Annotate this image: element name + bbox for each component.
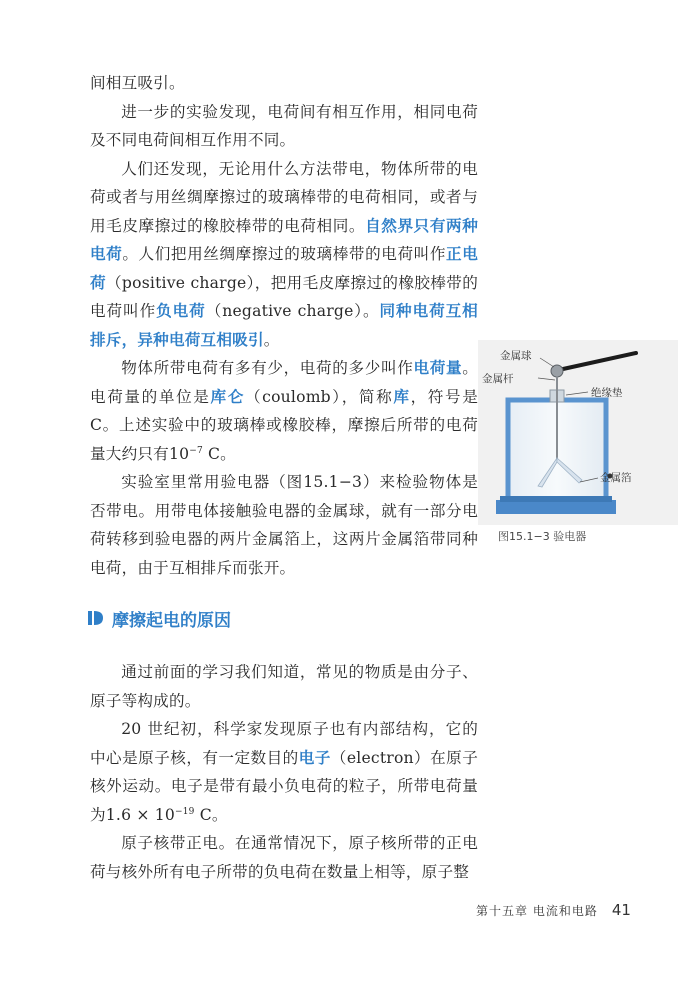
section-title: 摩擦起电的原因: [112, 610, 231, 631]
metal-ball: [551, 365, 563, 377]
keyword: 库: [393, 387, 411, 406]
base-rim: [500, 496, 612, 502]
paragraph: 进一步的实验发现，电荷间有相互作用，相同电荷及不同电荷间相互作用不同。: [90, 102, 478, 149]
paragraph: 间相互吸引。: [90, 74, 185, 92]
paragraph: 人们还发现，无论用什么方法带电，物体所带的电荷或者与用丝绸摩擦过的玻璃棒带的电荷相同，或者与用毛皮摩擦过的橡胶棒带的电荷相同。自然界只有两种电荷。人们把用丝绸摩擦过的玻璃棒带的电荷叫作正电荷（positive charge），把用毛皮摩擦过的橡胶棒带的电荷叫作负电荷（negative charge）。同种电荷互相排斥，异种电荷互相吸引。: [90, 159, 479, 349]
page-footer: [476, 901, 631, 919]
electroscope-illustration: [478, 340, 678, 525]
electroscope-base: [496, 500, 616, 514]
label-metal-ball: 金属球: [500, 350, 532, 362]
keyword: 自然界只有两种电荷: [90, 216, 478, 263]
electroscope-figure: [478, 340, 678, 555]
paragraph: 20 世纪初，科学家发现原子也有内部结构，它的中心是原子核，有一定数目的电子（electron）在原子核外运动。电子是带有最小负电荷的粒子，所带电荷量为$1.6 \times 10^{-19}$ C。: [90, 720, 478, 824]
label-metal-rod: 金属杆: [482, 373, 514, 385]
keyword: 库仑: [210, 387, 245, 406]
exponent: −19: [175, 806, 195, 817]
keyword: 正电荷: [90, 245, 478, 292]
exponent: −7: [189, 445, 203, 456]
bottom-text-block: [90, 658, 478, 886]
paragraph: 原子核带正电。在通常情况下，原子核所带的正电荷与核外所有电子所带的负电荷在数量上相等，原子整: [90, 834, 478, 881]
paragraph: 实验室里常用验电器（图15.1−3）来检验物体是否带电。用带电体接触验电器的金属球，就有一部分电荷转移到验电器的两片金属箔上，这两片金属箔带同种电荷，由于互相排斥而张开。: [90, 473, 478, 577]
page-number: 41: [611, 901, 631, 919]
section-heading: [88, 606, 231, 630]
section-marker-icon: [88, 609, 104, 627]
keyword: 电荷量: [413, 359, 463, 377]
keyword: 负电荷: [156, 302, 206, 320]
keyword: 同种电荷互相排斥，异种电荷互相吸引: [90, 302, 478, 349]
paragraph: 通过前面的学习我们知道，常见的物质是由分子、原子等构成的。: [90, 663, 478, 710]
top-text-block: [90, 69, 478, 582]
keyword: 电子: [298, 748, 331, 767]
paragraph: 物体所带电荷有多有少，电荷的多少叫作电荷量。电荷量的单位是库仑（coulomb），简称库，符号是C。上述实验中的玻璃棒或橡胶棒，摩擦后所带的电荷量大约只有$10^{-7}$ C。: [90, 359, 478, 463]
label-metal-foil: 金属箔: [600, 472, 632, 484]
label-insulating-pad: 绝缘垫: [591, 387, 623, 399]
figure-caption: 图15.1−3 验电器: [498, 530, 587, 543]
chapter-title: 第十五章 电流和电路: [476, 904, 598, 918]
